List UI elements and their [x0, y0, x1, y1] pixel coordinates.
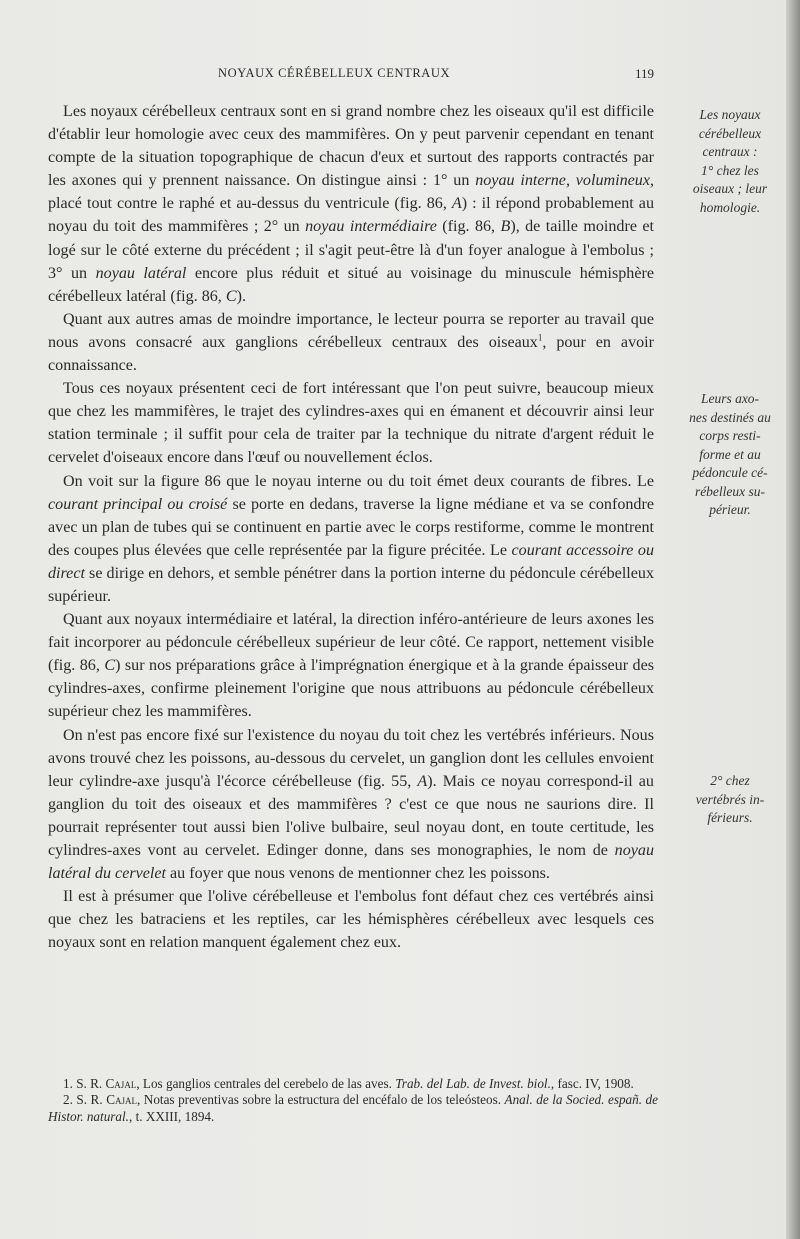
- margin-note-homology: Les noyaux cérébelleux centraux : 1° chez les oiseaux ; leur homologie.: [692, 107, 768, 215]
- paragraph-7: Il est à présumer que l'olive cérébelleuse et l'embolus font défaut chez ces vertébrés ainsi que chez les batraciens et les reptiles, car les hémisphères cérébelleux avec lesquels ces noyaux sont en relation manquent également chez eux.: [48, 888, 654, 952]
- paragraph-1: Les noyaux cérébelleux centraux sont en si grand nombre chez les oiseaux qu'il est difficile d'établir leur homologie avec ceux des mammifères. On y peut parvenir cependant en tenant compte de la situation topographique de chacun d'eux et surtout des rapports contractés par les axones qui y prennent naissance. On distingue ainsi : 1° un noyau interne, volumineux, placé tout contre le raphé et au-dessus du ventricule (fig. 86, A) : il répond probablement au noyau du toit des mammifères ; 2° un noyau intermédiaire (fig. 86, B), de taille moindre et logé sur le côté externe du précédent ; il s'agit peut-être là d'un foyer analogue à l'embolus ; 3° un noyau latéral encore plus réduit et situé au voisinage du minuscule hémisphère cérébelleux latéral (fig. 86, C).: [48, 103, 655, 305]
- footnotes: [48, 1076, 658, 1125]
- running-title: NOYAUX CÉRÉBELLEUX CENTRAUX: [218, 66, 451, 80]
- page-number: 119: [634, 66, 654, 81]
- footnote-2: 2. S. R. Cajal, Notas preventivas sobre la estructura del encéfalo de los teleósteos. Anal. de la Socied. españ. de Histor. natural., t. XXIII, 1894.: [48, 1092, 658, 1124]
- footnote-ref-1[interactable]: 1: [537, 332, 543, 343]
- footnote-1: 1. S. R. Cajal, Los ganglios centrales del cerebelo de las aves. Trab. del Lab. de Invest. biol., fasc. IV, 1908.: [63, 1076, 634, 1091]
- running-header: [0, 66, 800, 86]
- main-text: [48, 100, 654, 954]
- margin-note-axons: Leurs axo- nes destinés au corps resti- forme et au pédoncule cé- rébelleux su- périeur.: [689, 391, 771, 517]
- paragraph-5: Quant aux noyaux intermédiaire et latéral, la direction inféro-antérieure de leurs axones les fait incorporer au pédoncule cérébelleux supérieur de leur côté. Ce rapport, nettement visible (fig. 86, C) sur nos préparations grâce à l'imprégnation énergique et à la grande épaisseur des cylindres-axes, confirme pleinement l'origine que nous attribuons au pédoncule cérébelleux supérieur chez les mammifères.: [48, 611, 654, 721]
- paragraph-3: Tous ces noyaux présentent ceci de fort intéressant que l'on peut suivre, beaucoup mieux que chez les mammifères, le trajet des cylindres-axes qui en émanent et découvrir ainsi leur station terminale ; il suffit pour cela de traiter par la technique du nitrate d'argent réduit le cervelet d'oiseaux encore dans l'œuf ou nouvellement éclos.: [48, 380, 654, 467]
- margin-note-lower-vertebrates: 2° chez vertébrés in- férieurs.: [695, 773, 765, 825]
- paragraph-4: On voit sur la figure 86 que le noyau interne ou du toit émet deux courants de fibres. Le courant principal ou croisé se porte en dedans, traverse la ligne médiane et va se confondre avec un plan de tubes qui se continuent en partie avec le corps restiforme, comme le montrent des coupes plus élevées que celle représentée par la figure précitée. Le courant accessoire ou direct se dirige en dehors, et semble pénétrer dans la portion interne du pédoncule cérébelleux supérieur.: [48, 472, 654, 605]
- paragraph-6: On n'est pas encore fixé sur l'existence du noyau du toit chez les vertébrés inférieurs. Nous avons trouvé chez les poissons, au-dessous du cervelet, un ganglion dont les cellules envoient leur cylindre-axe jusqu'à l'écorce cérébelleuse (fig. 55, A). Mais ce noyau correspond-il au ganglion du toit des oiseaux et des mammifères ? c'est ce que nous ne saurions dire. Il pourrait représenter tout aussi bien l'olive bulbaire, seul noyau dont, en toute certitude, les cylindres-axes vont au cervelet. Edinger donne, dans ses monographies, le nom de noyau latéral du cervelet au foyer que nous venons de mentionner chez les poissons.: [48, 726, 654, 883]
- paragraph-2: Quant aux autres amas de moindre importance, le lecteur pourra se reporter au travail que nous avons consacré aux ganglions cérébelleux centraux des oiseaux$^1$, pour en avoir connaissance.: [48, 310, 654, 375]
